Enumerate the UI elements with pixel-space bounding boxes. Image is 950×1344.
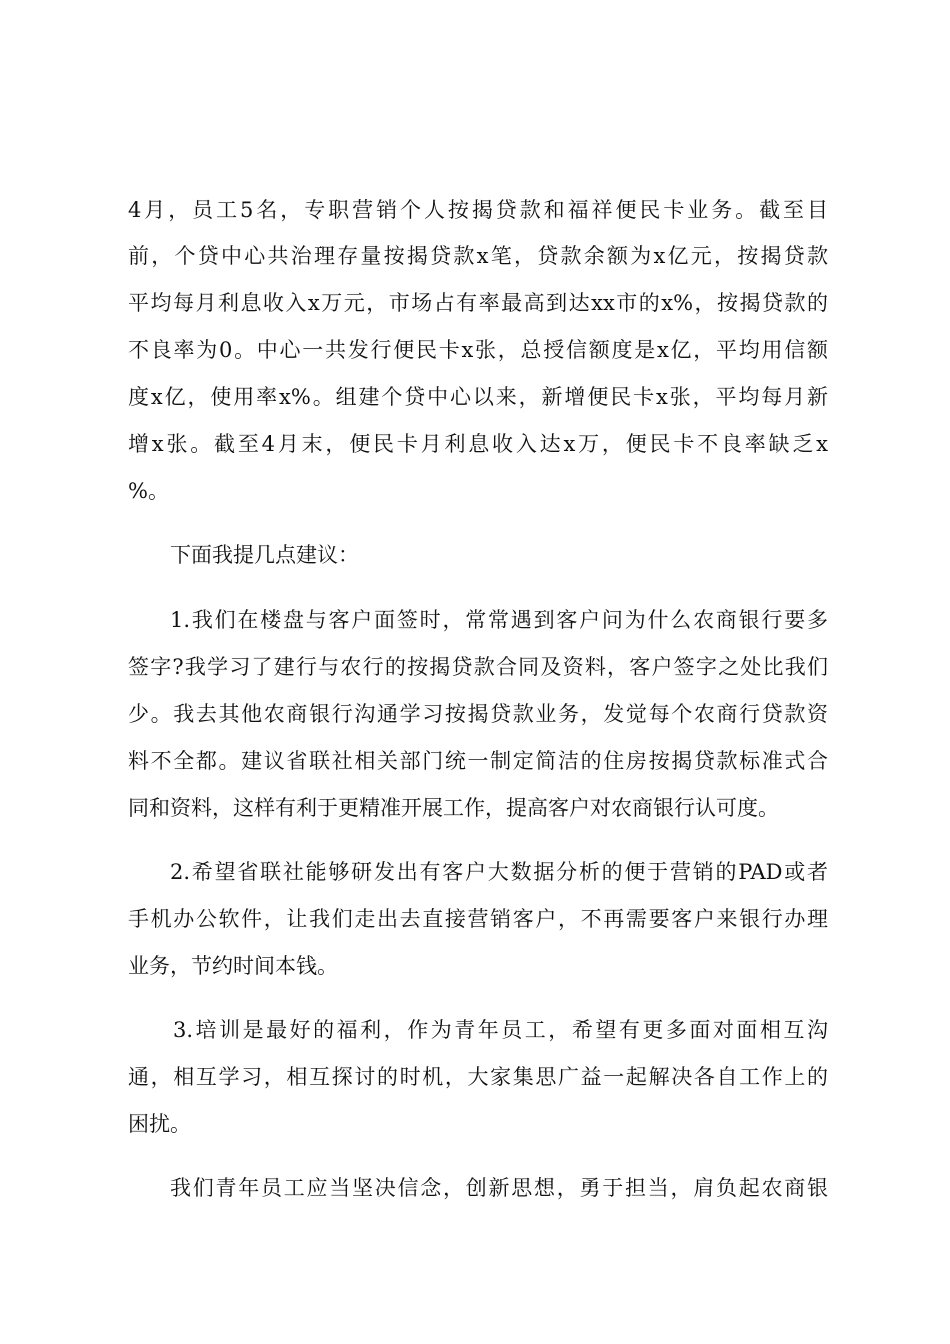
paragraph-1-line-2: 前，个贷中心共治理存量按揭贷款x笔，贷款余额为x亿元，按揭贷款 [128,244,828,268]
paragraph-1-line-6: 增x张。截至4月末，便民卡月利息收入达x万，便民卡不良率缺乏x [128,432,828,456]
paragraph-1-line-5: 度x亿，使用率x%。组建个贷中心以来，新增便民卡x张，平均每月新 [128,385,828,409]
paragraph-3-line-4: 料不全都。建议省联社相关部门统一制定简洁的住房按揭贷款标准式合 [128,749,828,773]
paragraph-4-line-3: 业务，节约时间本钱。 [128,954,338,978]
paragraph-3-line-5: 同和资料，这样有利于更精准开展工作，提高客户对农商银行认可度。 [128,796,779,820]
paragraph-6-line-1: 我们青年员工应当坚决信念，创新思想，勇于担当，肩负起农商银 [170,1176,828,1200]
paragraph-1-line-3: 平均每月利息收入x万元，市场占有率最高到达xx市的x%，按揭贷款的 [128,291,828,315]
paragraph-1-line-4: 不良率为0。中心一共发行便民卡x张，总授信额度是x亿，平均用信额 [128,338,828,362]
paragraph-2-line-1: 下面我提几点建议： [170,543,359,567]
paragraph-5-line-1: 3.培训是最好的福利，作为青年员工，希望有更多面对面相互沟 [173,1018,828,1042]
paragraph-5-line-3: 困扰。 [128,1112,191,1136]
paragraph-3-line-1: 1.我们在楼盘与客户面签时，常常遇到客户问为什么农商银行要多 [170,608,828,632]
paragraph-1-line-1: 4月，员工5名，专职营销个人按揭贷款和福祥便民卡业务。截至目 [128,198,828,222]
paragraph-4-line-2: 手机办公软件，让我们走出去直接营销客户，不再需要客户来银行办理 [128,907,828,931]
paragraph-3-line-3: 少。我去其他农商银行沟通学习按揭贷款业务，发觉每个农商行贷款资 [128,702,828,726]
paragraph-1-line-7: %。 [128,479,169,503]
paragraph-5-line-2: 通，相互学习，相互探讨的时机，大家集思广益一起解决各自工作上的 [128,1065,828,1089]
paragraph-4-line-1: 2.希望省联社能够研发出有客户大数据分析的便于营销的PAD或者 [170,860,828,884]
paragraph-3-line-2: 签字?我学习了建行与农行的按揭贷款合同及资料，客户签字之处比我们 [128,655,828,679]
